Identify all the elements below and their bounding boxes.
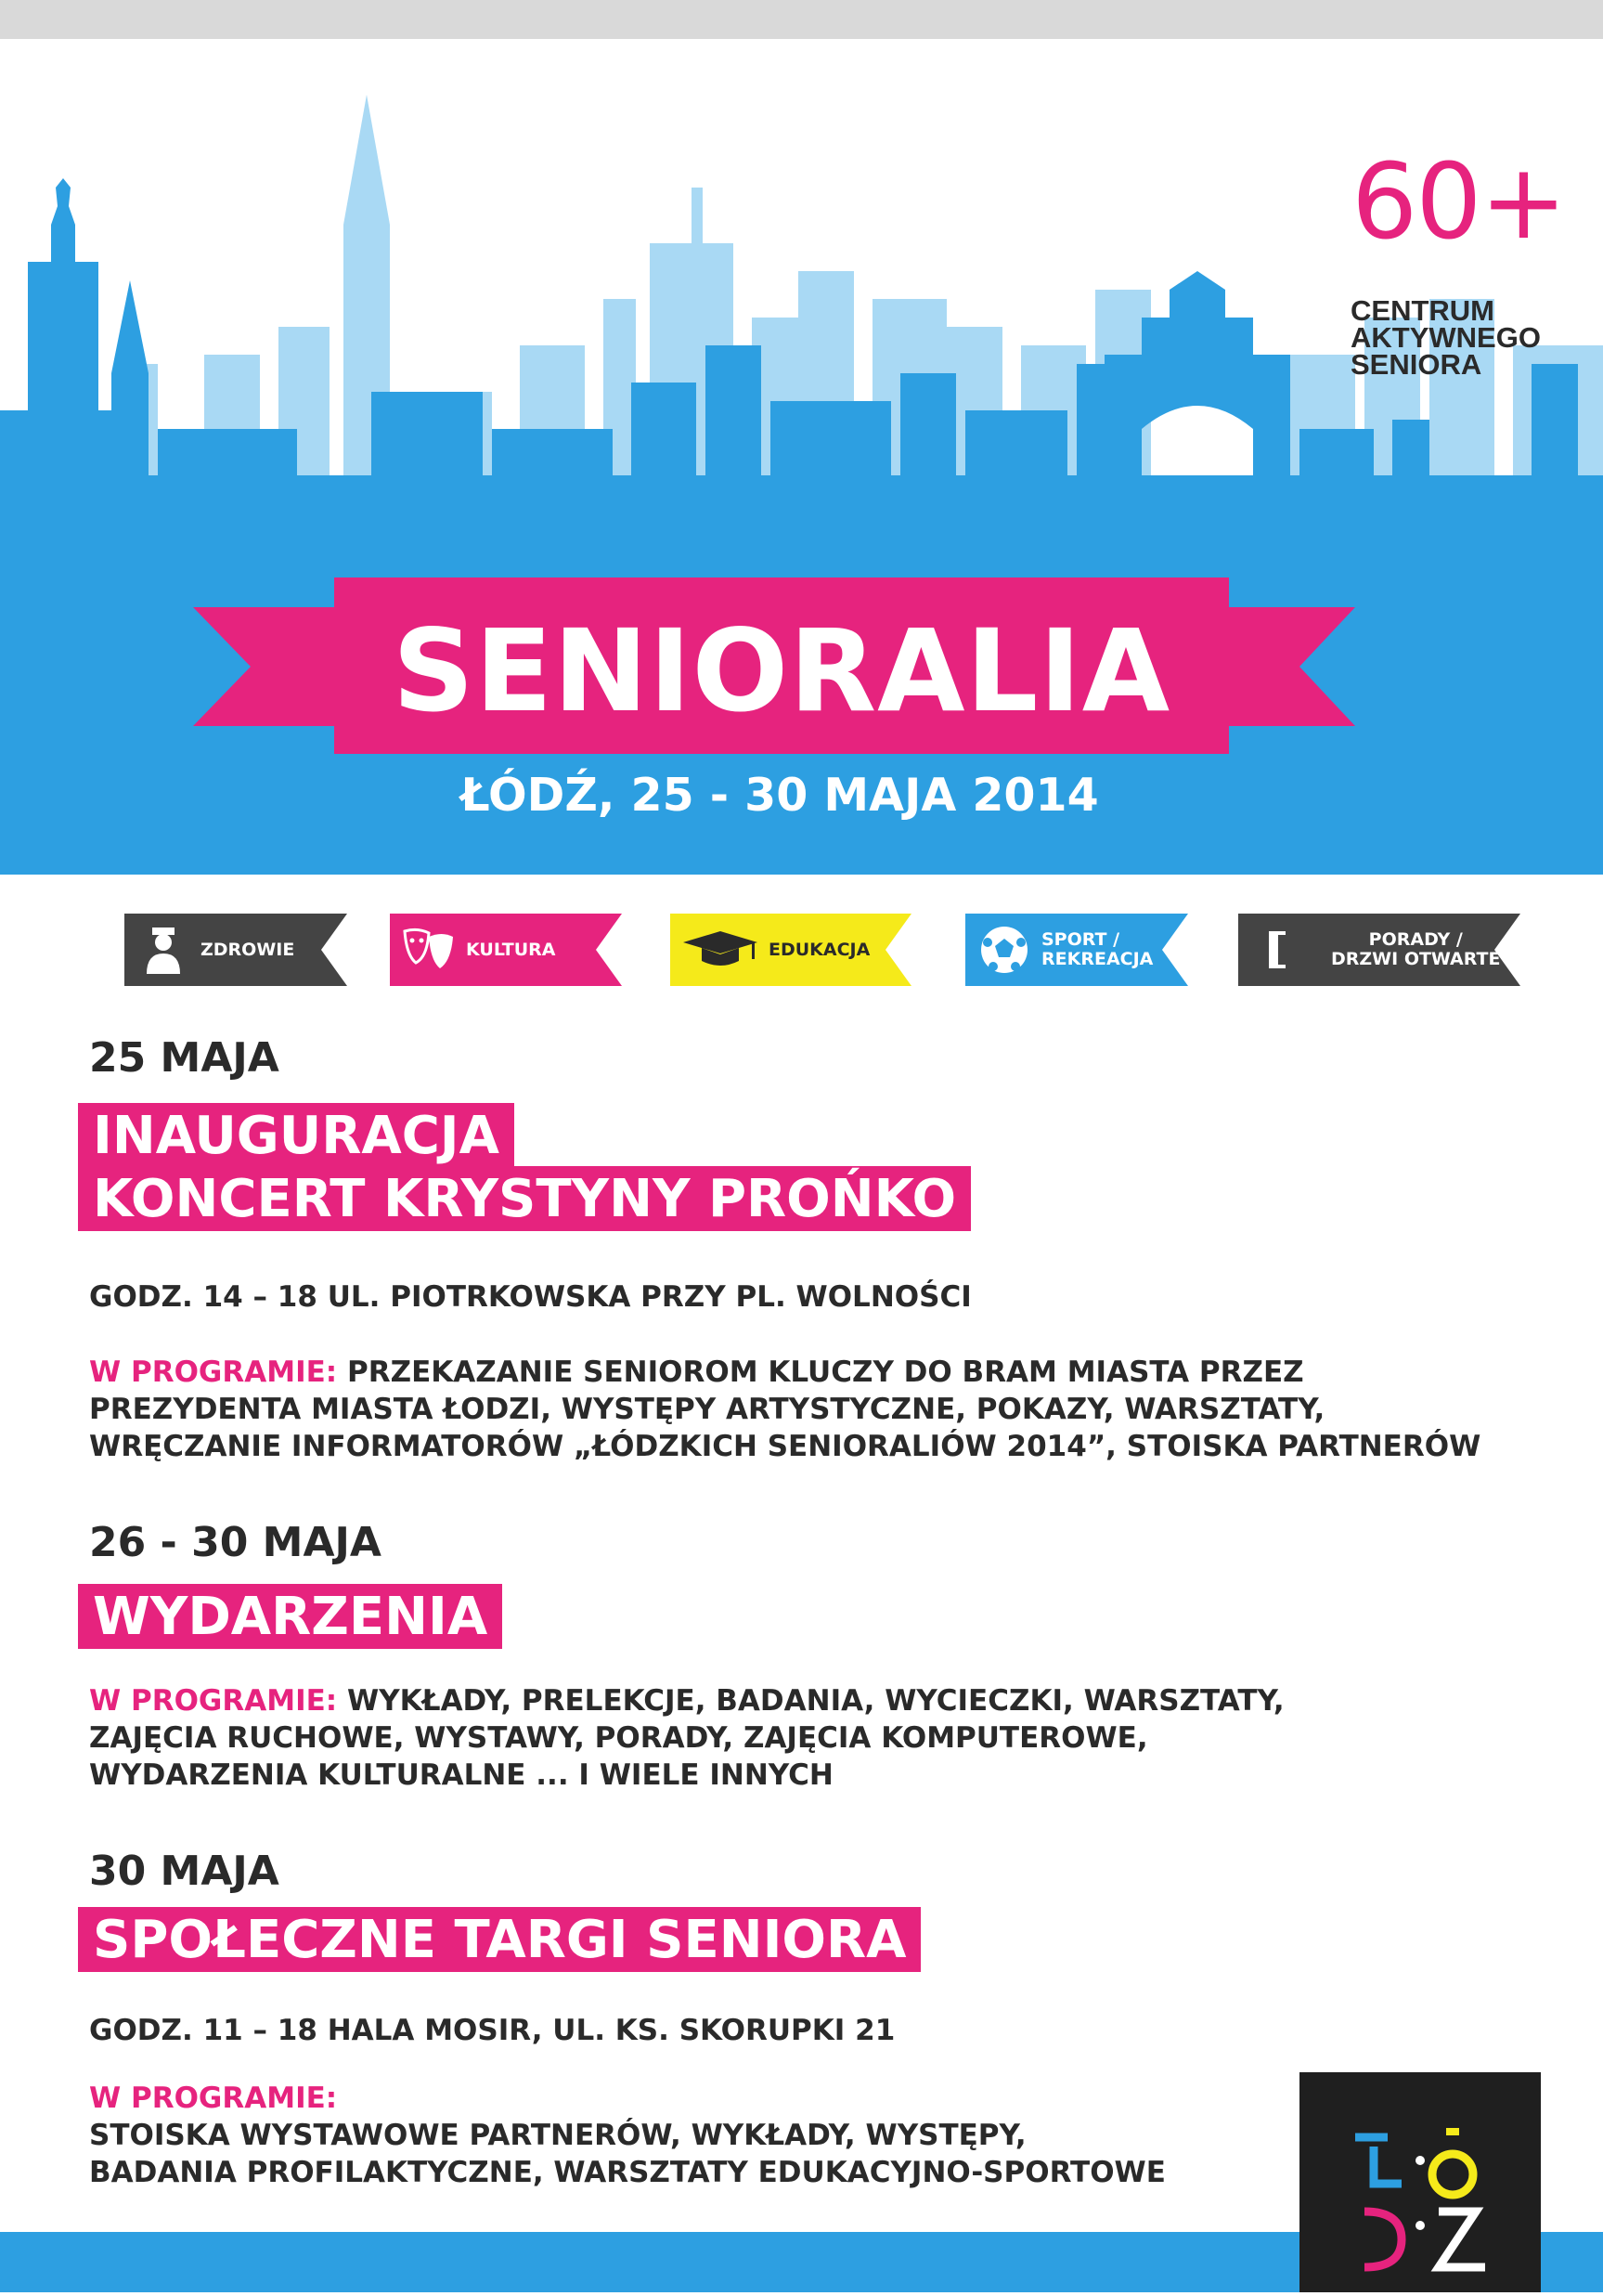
tag-sport-label-2: REKREACJA: [1041, 949, 1154, 969]
tag-edukacja-label: EDUKACJA: [769, 939, 871, 960]
tag-zdrowie: [124, 914, 347, 986]
event-1-program-label: W PROGRAMIE:: [89, 1356, 338, 1389]
doctor-icon: [137, 924, 189, 976]
event-1-program-line-1: [89, 1354, 1537, 1391]
event-1-band-1: INAUGURACJA: [78, 1103, 514, 1168]
event-1-date: 25 MAJA: [89, 1034, 279, 1082]
event-2-program-line-2: ZAJĘCIA RUCHOWE, WYSTAWY, PORADY, ZAJĘCIA KOMPUTEROWE,: [89, 1721, 1148, 1755]
event-3-program-label: W PROGRAMIE:: [89, 2082, 338, 2115]
event-3-program-line-1: STOISKA WYSTAWOWE PARTNERÓW, WYKŁADY, WYSTĘPY,: [89, 2119, 1027, 2152]
lodz-city-logo: [1299, 2072, 1541, 2292]
tag-kultura: [390, 914, 622, 986]
event-1-info: GODZ. 14 – 18 UL. PIOTRKOWSKA PRZY PL. WOLNOŚCI: [89, 1280, 972, 1314]
tag-porady-label: [1331, 930, 1500, 969]
tag-sport-label-1: SPORT /: [1041, 929, 1120, 950]
tag-zdrowie-label: ZDROWIE: [200, 939, 295, 960]
logo-centrum-text: [1351, 294, 1541, 381]
logo-line-2: AKTYWNEGO: [1351, 321, 1541, 354]
event-title: SENIORALIA: [392, 605, 1171, 737]
tag-kultura-label: KULTURA: [466, 939, 556, 960]
event-2-band-1: WYDARZENIA: [78, 1584, 502, 1649]
event-2-program: [89, 1682, 1537, 1794]
event-subtitle: ŁÓDŹ, 25 - 30 MAJA 2014: [460, 769, 1099, 822]
tag-porady-label-2: DRZWI OTWARTE: [1331, 949, 1501, 969]
event-2-program-label: W PROGRAMIE:: [89, 1684, 338, 1718]
event-2-program-line-3: WYDARZENIA KULTURALNE ... I WIELE INNYCH: [89, 1758, 834, 1792]
event-3-info: GODZ. 11 – 18 HALA MOSIR, UL. KS. SKORUPKI 21: [89, 2014, 896, 2047]
event-1-program: [89, 1354, 1537, 1465]
scan-top-strip: [0, 0, 1603, 39]
event-3-program-line-2: BADANIA PROFILAKTYCZNE, WARSZTATY EDUKACYJNO-SPORTOWE: [89, 2156, 1166, 2189]
tag-porady-label-1: PORADY /: [1368, 929, 1463, 950]
event-2-date: 26 - 30 MAJA: [89, 1519, 381, 1566]
lodz-logo-icon: [1299, 2072, 1541, 2292]
tag-porady: [1238, 914, 1520, 986]
event-1-program-line-2: PREZYDENTA MIASTA ŁODZI, WYSTĘPY ARTYSTYCZNE, POKAZY, WARSZTATY,: [89, 1393, 1325, 1426]
event-3-band-1: SPOŁECZNE TARGI SENIORA: [78, 1907, 921, 1972]
event-1-program-line-3: WRĘCZANIE INFORMATORÓW „ŁÓDZKICH SENIORALIÓW 2014”, STOISKA PARTNERÓW: [89, 1430, 1481, 1463]
event-1-program-text-1: PRZEKAZANIE SENIOROM KLUCZY DO BRAM MIASTA PRZEZ: [337, 1356, 1304, 1389]
tag-sport-label: [1041, 930, 1153, 969]
event-2-program-text-1: WYKŁADY, PRELEKCJE, BADANIA, WYCIECZKI, WARSZTATY,: [337, 1684, 1285, 1718]
hero-banner: [0, 39, 1603, 875]
event-2-program-line-1: [89, 1682, 1537, 1719]
event-3-date: 30 MAJA: [89, 1848, 279, 1895]
tag-edukacja: [670, 914, 911, 986]
logo-60-plus: 60+: [1351, 142, 1566, 263]
logo-line-1: CENTRUM: [1351, 294, 1494, 327]
door-icon: [1251, 924, 1303, 976]
event-1-band-2: KONCERT KRYSTYNY PROŃKO: [78, 1166, 971, 1231]
tag-sport: [965, 914, 1188, 986]
theater-masks-icon: [403, 924, 455, 976]
graduation-cap-icon: [683, 924, 757, 976]
logo-line-3: SENIORA: [1351, 348, 1482, 381]
football-icon: [978, 924, 1030, 976]
